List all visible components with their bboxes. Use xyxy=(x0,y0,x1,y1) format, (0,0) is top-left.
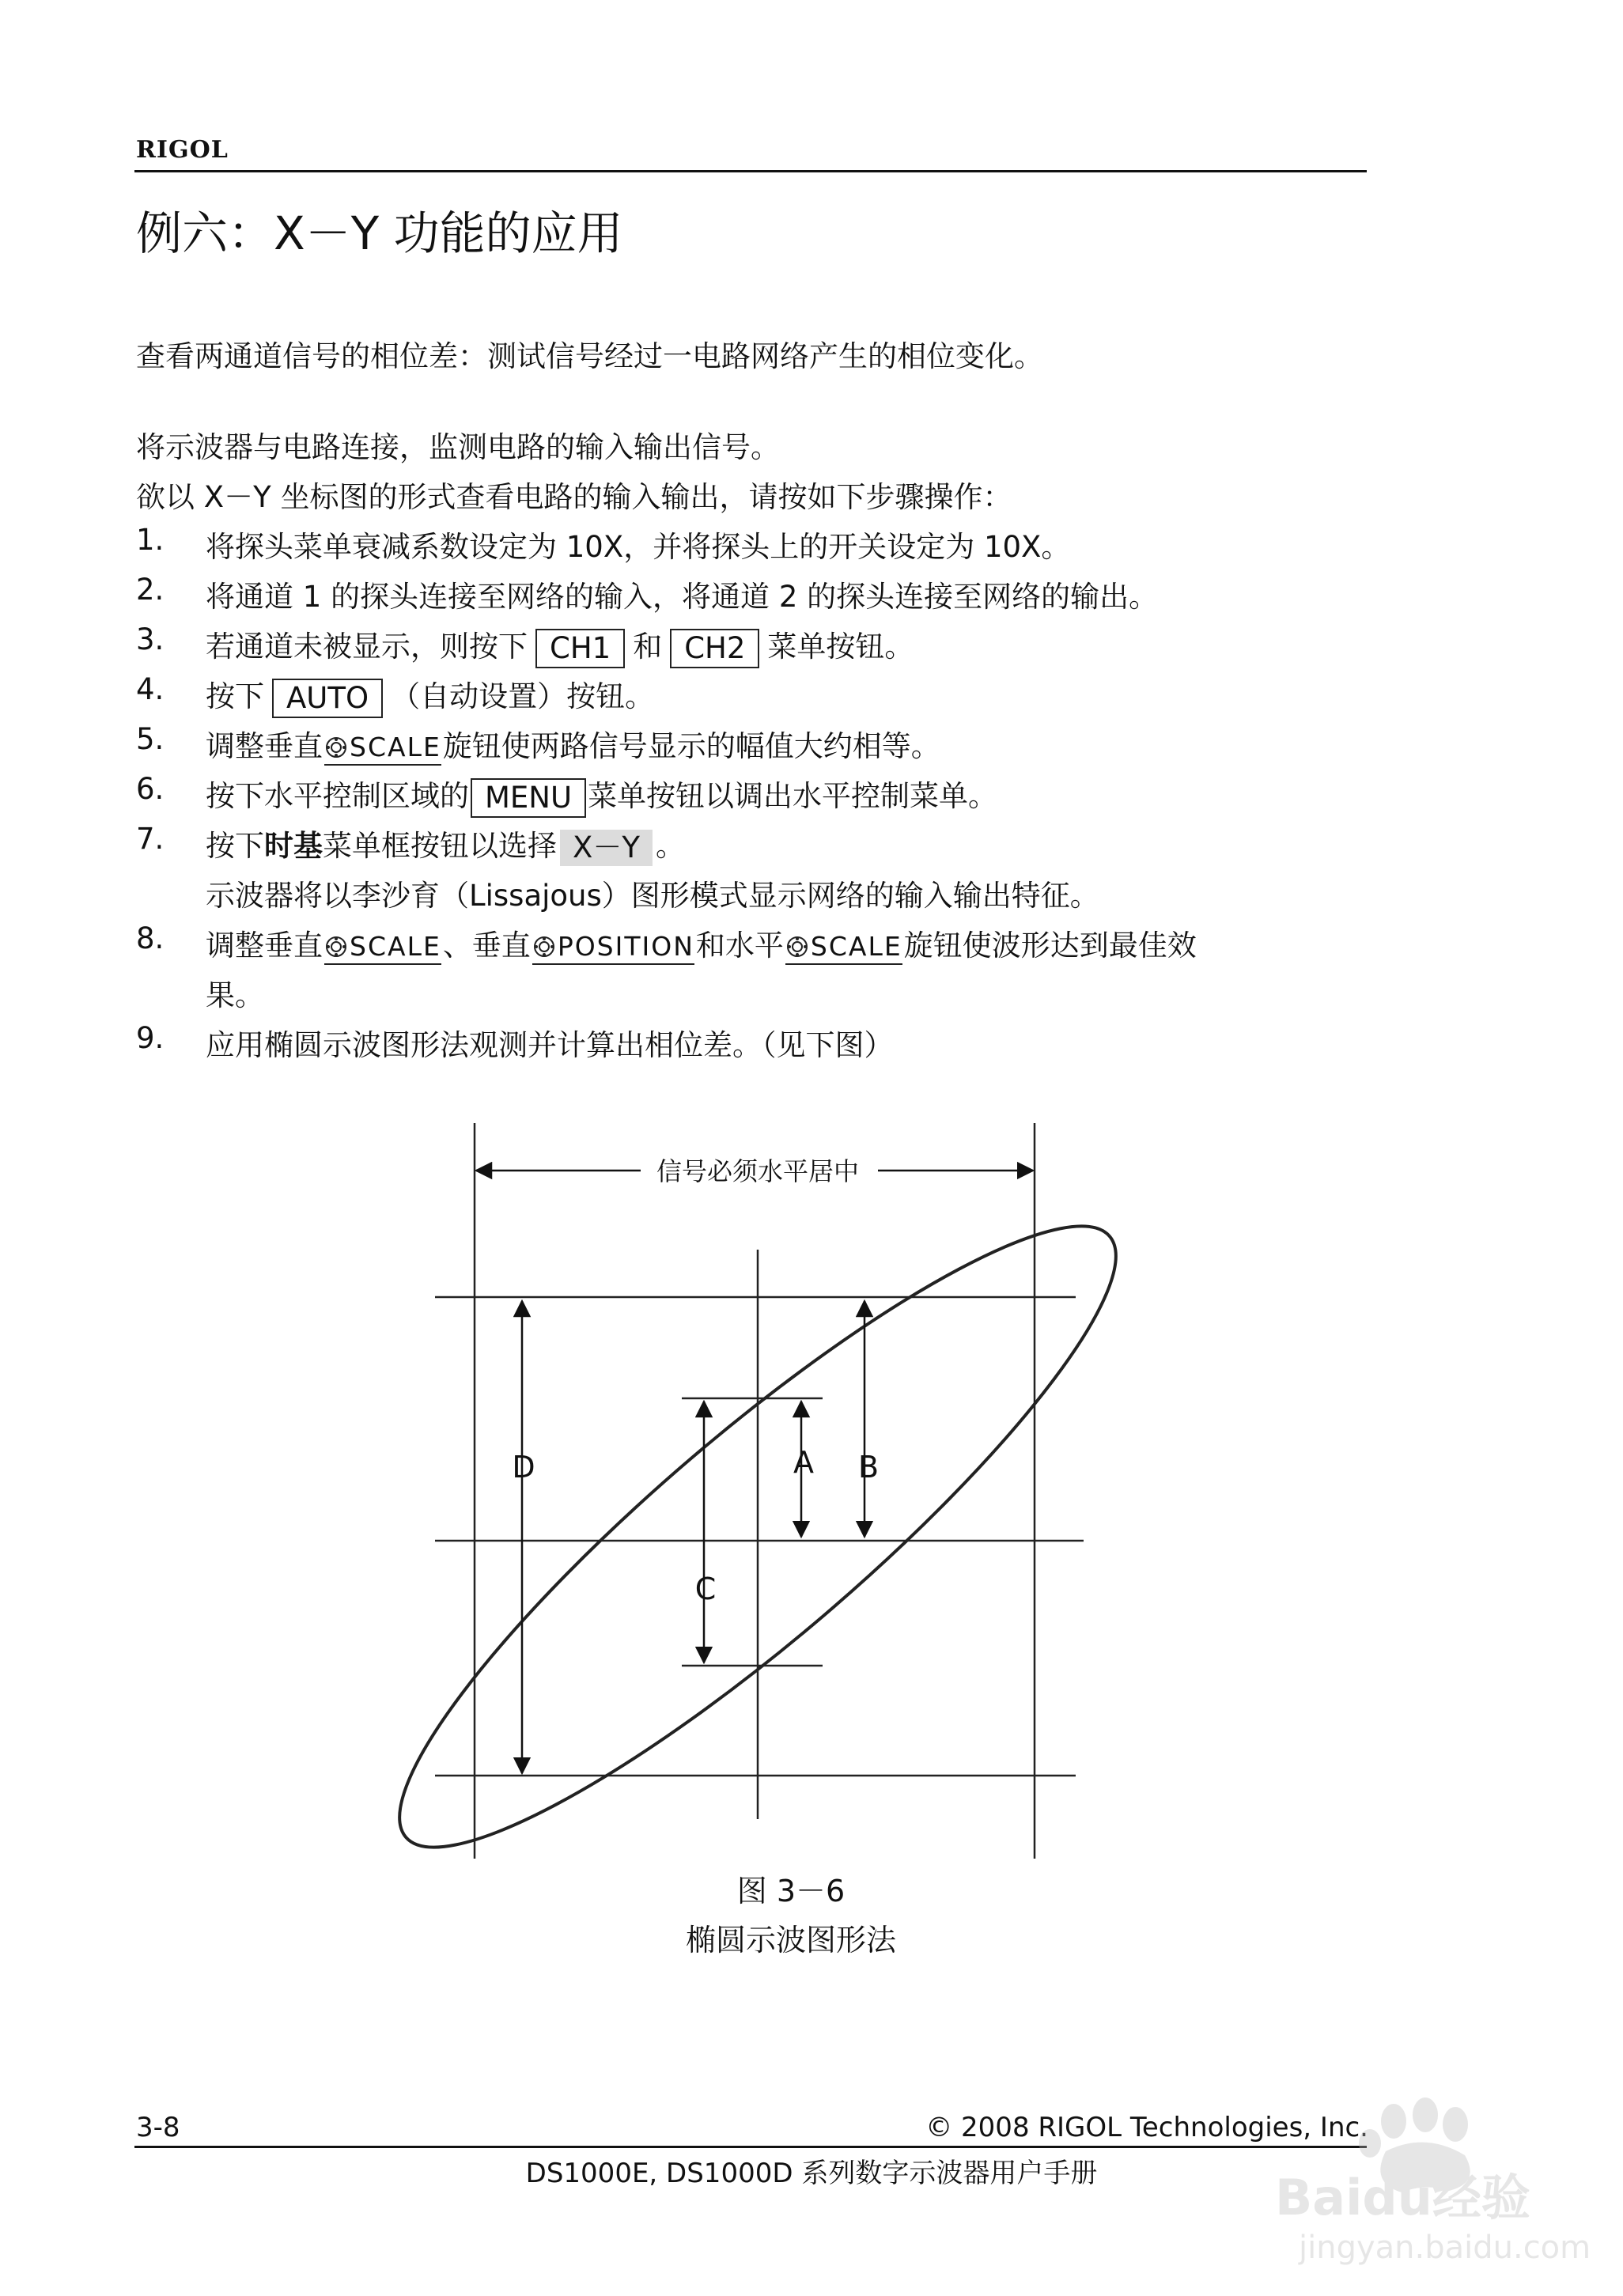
step-text xyxy=(206,822,685,866)
manual-title: DS1000E, DS1000D 系列数字示波器用户手册 xyxy=(525,2158,1098,2189)
step-number: 4. xyxy=(136,672,165,706)
step-text-part: 调整垂直 xyxy=(206,729,323,763)
step-text xyxy=(206,921,1197,965)
step-text: 将通道 1 的探头连接至网络的输入，将通道 2 的探头连接至网络的输出。 xyxy=(206,580,1159,614)
step-text-part: 和 xyxy=(633,630,663,664)
step-number: 2. xyxy=(136,573,165,607)
step-text xyxy=(206,672,654,718)
knob-label: SCALE xyxy=(350,731,441,762)
step-number: 6. xyxy=(136,772,165,806)
label-c: C xyxy=(694,1572,717,1606)
ch2-button[interactable]: CH2 xyxy=(670,629,759,668)
step-text-part: 按下水平控制区域的 xyxy=(206,779,469,813)
baidu-paw-icon xyxy=(1267,2088,1591,2270)
baidu-watermark xyxy=(1267,2088,1591,2270)
step-text-part: （自动设置）按钮。 xyxy=(391,679,655,713)
setup-line-2: 欲以 X－Y 坐标图的形式查看电路的输入输出，请按如下步骤操作： xyxy=(136,480,1012,514)
page-number: 3-8 xyxy=(136,2112,180,2143)
vertical-scale-knob[interactable] xyxy=(324,731,441,766)
step-number: 5. xyxy=(136,722,165,756)
knob-label: SCALE xyxy=(350,930,441,962)
watermark-url: jingyan.baidu.com xyxy=(1299,2230,1591,2266)
ch1-button[interactable]: CH1 xyxy=(535,629,625,668)
step-7-note: 示波器将以李沙育（Lissajous）图形模式显示网络的输入输出特征。 xyxy=(206,879,1099,913)
knob-label: SCALE xyxy=(810,930,902,962)
step-text: 将探头菜单衰减系数设定为 10X，并将探头上的开关设定为 10X。 xyxy=(206,530,1071,564)
step-text-part: 、垂直 xyxy=(442,929,531,963)
step-text-part: 旋钮使波形达到最佳效 xyxy=(903,929,1197,963)
step-8-continuation: 果。 xyxy=(206,978,264,1012)
knob-icon xyxy=(324,736,348,759)
step-text: 应用椭圆示波图形法观测并计算出相位差。（见下图） xyxy=(206,1028,894,1062)
figure-number: 图 3－6 xyxy=(736,1874,846,1908)
knob-icon xyxy=(324,935,348,959)
center-label: 信号必须水平居中 xyxy=(656,1156,860,1186)
auto-button[interactable]: AUTO xyxy=(272,679,383,718)
lissajous-ellipse xyxy=(339,1158,1177,1916)
step-text-part: 。 xyxy=(655,829,685,863)
step-text xyxy=(206,772,997,818)
label-a: A xyxy=(793,1445,814,1480)
watermark-brand: Baidu经验 xyxy=(1275,2169,1530,2226)
step-number: 3. xyxy=(136,622,165,656)
label-d: D xyxy=(512,1450,535,1485)
step-text xyxy=(206,722,940,766)
figure-caption: 椭圆示波图形法 xyxy=(685,1923,896,1957)
menu-button[interactable]: MENU xyxy=(471,778,586,818)
horizontal-scale-knob[interactable] xyxy=(785,930,902,965)
xy-menu-option[interactable]: X－Y xyxy=(560,830,653,866)
step-text-part: 菜单按钮以调出水平控制菜单。 xyxy=(588,779,998,813)
step-text-part: 按下 xyxy=(206,829,264,863)
copyright: © 2008 RIGOL Technologies, Inc. xyxy=(925,2112,1368,2143)
timebase-label: 时基 xyxy=(264,829,323,863)
step-text-part: 调整垂直 xyxy=(206,929,323,963)
step-text-part: 菜单按钮。 xyxy=(767,630,914,664)
setup-line-1: 将示波器与电路连接，监测电路的输入输出信号。 xyxy=(136,430,780,464)
step-number: 8. xyxy=(136,921,165,955)
vertical-position-knob[interactable] xyxy=(532,930,694,965)
step-text-part: 和水平 xyxy=(695,929,784,963)
footer-rule xyxy=(134,2146,1367,2148)
intro-paragraph: 查看两通道信号的相位差：测试信号经过一电路网络产生的相位变化。 xyxy=(136,339,1043,373)
knob-icon xyxy=(532,935,556,959)
page-title: 例六：X－Y 功能的应用 xyxy=(136,206,623,260)
step-text xyxy=(206,622,914,668)
brand-logo: RIGOL xyxy=(136,136,229,164)
step-number: 7. xyxy=(136,822,165,856)
step-number: 1. xyxy=(136,523,165,557)
knob-icon xyxy=(785,935,809,959)
knob-label: POSITION xyxy=(557,930,694,962)
step-text-part: 旋钮使两路信号显示的幅值大约相等。 xyxy=(442,729,940,763)
step-text-part: 按下 xyxy=(206,679,264,713)
step-text-part: 菜单框按钮以选择 xyxy=(323,829,557,863)
label-b: B xyxy=(857,1450,880,1485)
vertical-scale-knob[interactable] xyxy=(324,930,441,965)
step-number: 9. xyxy=(136,1021,165,1055)
header-rule xyxy=(134,170,1367,172)
step-text-part: 若通道未被显示，则按下 xyxy=(206,630,528,664)
